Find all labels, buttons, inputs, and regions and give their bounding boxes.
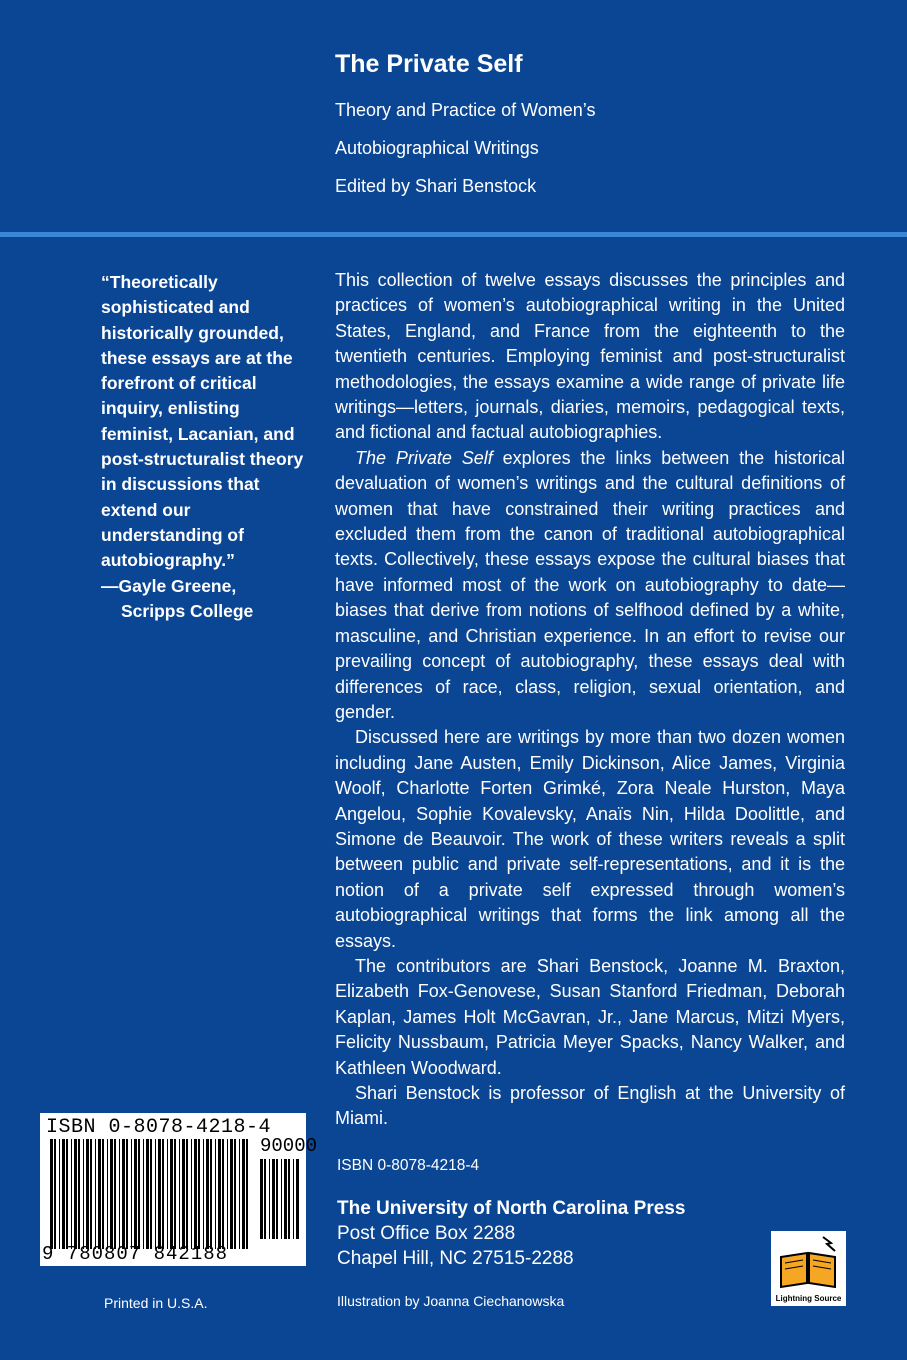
paragraph-5: Shari Benstock is professor of English at the University of Miami. — [335, 1083, 845, 1129]
paragraph-4: The contributors are Shari Benstock, Joanne M. Braxton, Elizabeth Fox-Genovese, Susan Stanford Friedman, Deborah Kaplan, James Holt McGavran, Jr., Jane Marcus, Mitzi Myers, Felicity Nussbaum, Patricia Meyer Spacks, Nancy Walker, and Kathleen Woodward. — [335, 955, 845, 1078]
quote-affiliation: Scripps College — [121, 600, 254, 621]
divider-rule — [0, 232, 907, 237]
publisher-address-1: Post Office Box 2288 — [337, 1223, 516, 1244]
barcode-isbn: ISBN 0-8078-4218-4 — [46, 1116, 272, 1139]
barcode-bars-icon — [50, 1139, 252, 1249]
subtitle-line-2: Autobiographical Writings — [335, 138, 539, 158]
paragraph-2-title: The Private Self — [355, 447, 493, 468]
publisher-block — [337, 1196, 685, 1271]
paragraph-2-rest: explores the links between the historical devaluation of women’s writings and the cultural definitions of women that have constrained their writing practices and excluded them from the canon of traditional autobiographical texts. Collectively, these essays expose the cultural biases that have informed most of the work on autobiography to date—biases that derive from notions of selfhood defined by a white, masculine, and Christian experience. In an effort to revise our prevailing concept of autobiography, these essays deal with differences of race, class, religion, sexual orientation, and gender. — [335, 447, 845, 722]
barcode-price-code: 90000 — [260, 1135, 318, 1157]
logo-text: Lightning Source — [775, 1294, 842, 1303]
blurb-quote — [101, 270, 316, 624]
paragraph-3: Discussed here are writings by more than two dozen women including Jane Austen, Emily Dickinson, Alice James, Virginia Woolf, Charlotte Forten Grimké, Zora Neale Hurston, Maya Angelou, Sophie Kovalevsky, Anaïs Nin, Hilda Doolittle, and Simone de Beauvoir. The work of these writers reveals a split between public and private self-representations, and it is the notion of a private self expressed through women’s autobiographical writings that forms the link among all the essays. — [335, 727, 845, 951]
description — [335, 268, 845, 1132]
editor-line: Edited by Shari Benstock — [335, 176, 537, 196]
paragraph-2 — [335, 446, 845, 725]
printed-in: Printed in U.S.A. — [104, 1295, 208, 1311]
book-title: The Private Self — [335, 50, 523, 78]
quote-text: “Theoretically sophisticated and historically grounded, these essays are at the forefront of critical inquiry, enlisting feminist, Lacanian, and post-structuralist theory in discussions that extend our understanding of autobiography.” — [101, 272, 304, 571]
header — [335, 50, 875, 205]
illustration-credit: Illustration by Joanna Ciechanowska — [337, 1293, 565, 1309]
lightning-source-logo — [771, 1231, 846, 1306]
subtitle-line-1: Theory and Practice of Women’s — [335, 100, 596, 120]
price-bars-icon — [260, 1159, 302, 1239]
publisher-name: The University of North Carolina Press — [337, 1198, 686, 1219]
isbn-line: ISBN 0-8078-4218-4 — [337, 1157, 480, 1174]
open-book-icon — [771, 1231, 846, 1293]
paragraph-1: This collection of twelve essays discusses the principles and practices of women’s autobiographical writing in the United States, England, and France from the eighteenth to the twentieth centuries. Employing feminist and post-structuralist methodologies, the essays examine a wide range of private life writings—letters, journals, diaries, memoirs, pedagogical texts, and fictional and factual autobiographies. — [335, 270, 845, 443]
barcode — [40, 1113, 318, 1266]
quote-author: —Gayle Greene, — [101, 575, 237, 596]
barcode-digits: 9 780807 842188 — [42, 1243, 229, 1265]
publisher-address-2: Chapel Hill, NC 27515-2288 — [337, 1248, 574, 1269]
